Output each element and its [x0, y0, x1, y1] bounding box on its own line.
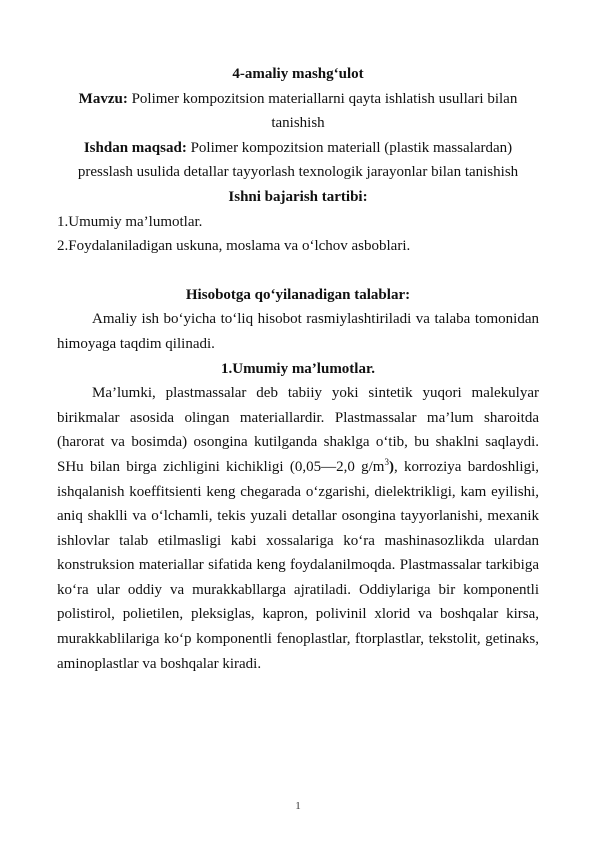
- procedure-item: 1.Umumiy ma’lumotlar.: [57, 213, 203, 230]
- report-paragraph: Amaliy ish bo‘yicha to‘liq hisobot rasmiylashtiriladi va talaba tomonidan himoyaga taqdim qilinadi.: [57, 311, 539, 352]
- document-title: 4-amaliy mashg‘ulot: [232, 66, 364, 82]
- spacer: [57, 259, 539, 283]
- goal-label: Ishdan maqsad:: [83, 139, 187, 156]
- body-text-part1: Ma’lumki, plastmassalar deb tabiiy yoki sintetik yuqori malekulyar birikmalar asosida olingan materiallardir. Plastmassalar ma’lum sharoitda (harorat va bosimda) osongina kutilganda shaklga o‘tib, bu shaklni saqlaydi. SHu bilan birga zichligini kichikligi (0,05—2,0 g/m: [57, 385, 539, 475]
- procedure-heading: Ishni bajarish tartibi:: [228, 188, 368, 205]
- topic-text: Polimer kompozitsion materiallarni qayta ishlatish usullari bilan tanishish: [131, 90, 518, 132]
- document-page: [57, 62, 539, 676]
- goal-text: Polimer kompozitsion materiall (plastik massalardan) presslash usulida detallar tayyorlash texnologik jarayonlar bilan tanishish: [77, 139, 519, 181]
- report-heading: Hisobotga qo‘yilanadigan talablar:: [185, 286, 411, 303]
- closing-paren: ): [388, 458, 394, 475]
- topic-label: Mavzu:: [78, 90, 128, 107]
- superscript-3: 3: [384, 456, 389, 467]
- procedure-item: 2.Foydalaniladigan uskuna, moslama va o‘lchov asboblari.: [57, 238, 411, 255]
- goal-paragraph: [57, 136, 539, 185]
- section-heading: 1.Umumiy ma’lumotlar.: [220, 360, 376, 377]
- body-paragraph: [57, 381, 539, 676]
- body-text-part2: , korroziya bardoshligi, ishqalanish koeffitsienti keng chegarada o‘zgarishi, dielektrikligi, kam eyilishi, aniq shaklli va o‘lchamli, tekis yuzali detallar osongina tayyorlanishi, mexanik ishlovlar talab etilmasligi kabi xossalariga ko‘ra mashinasozlikda ulardan konstruksion materiallar sifatida keng foydalanilmoqda. Plastmassalar tarkibiga ko‘ra ular oddiy va murakkabllarga ajratiladi. Oddiylariga bir komponentli polistirol, polietilen, pleksiglas, kapron, polivinil xlorid va boshqalar kirsa, murakkablilariga ko‘p komponentli fenoplastlar, ftorplastlar, tekstolit, getinaks, aminoplastlar va boshqalar kiradi.: [57, 458, 540, 672]
- page-number: 1: [295, 800, 301, 812]
- topic-paragraph: [57, 87, 539, 136]
